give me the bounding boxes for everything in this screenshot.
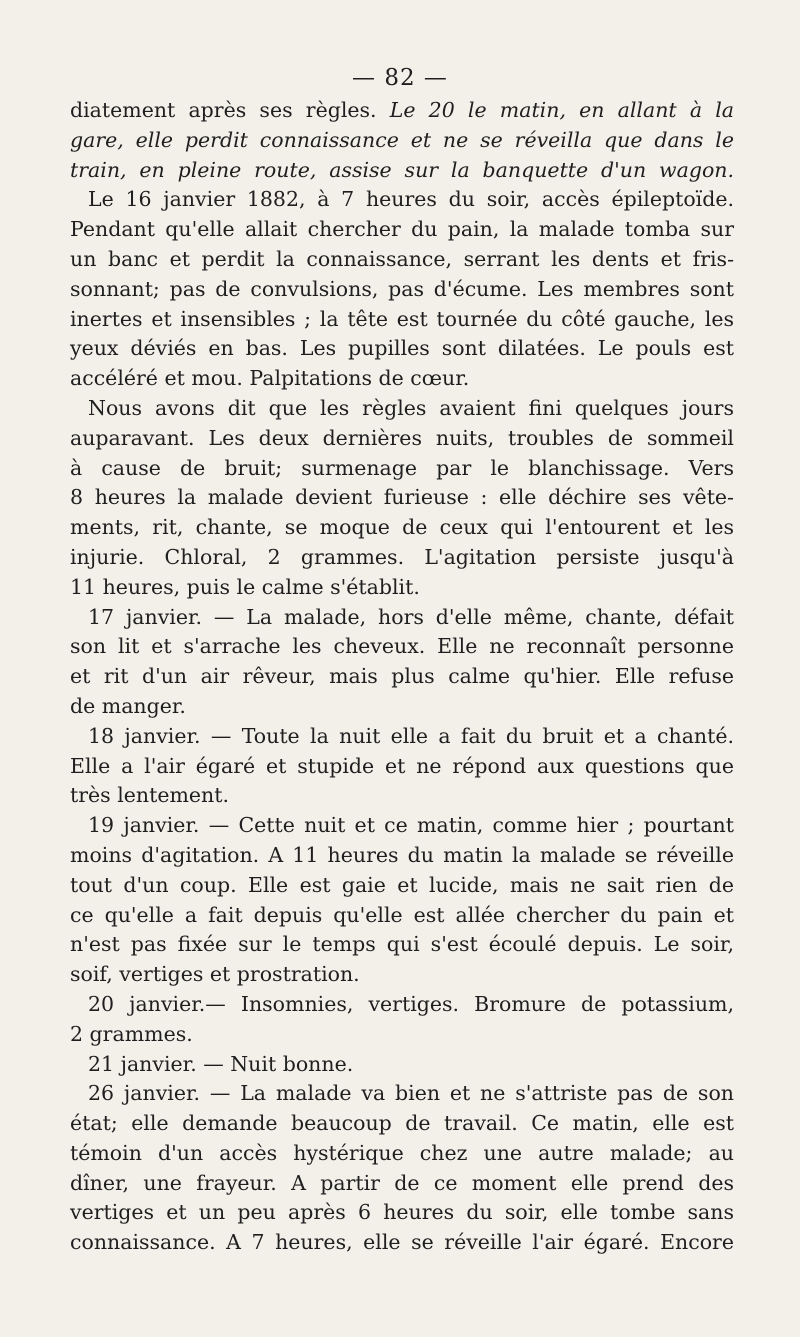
text-line-regular: à cause de bruit; surmenage par le blanchissage. Vers (70, 455, 734, 480)
text-line-regular: Pendant qu'elle allait chercher du pain, la malade tomba sur (70, 217, 734, 242)
text-line-italic: gare, elle perdit connaissance et ne se réveilla que dans le (70, 127, 734, 152)
text-line-regular: état; elle demande beaucoup de travail. Ce matin, elle est (70, 1111, 734, 1136)
text-line (70, 930, 734, 960)
text-line-regular: connaissance. A 7 heures, elle se réveille l'air égaré. Encore (70, 1230, 734, 1255)
text-line-regular: yeux déviés en bas. Les pupilles sont dilatées. Le pouls est (70, 336, 734, 361)
text-line (70, 1109, 734, 1139)
text-line-regular: témoin d'un accès hystérique chez une autre malade; au (70, 1140, 734, 1165)
text-line (70, 1139, 734, 1169)
text-line (70, 662, 734, 692)
text-line-regular: 17 janvier. — La malade, hors d'elle même, chante, défait (88, 604, 734, 629)
text-line-regular: 18 janvier. — Toute la nuit elle a fait du bruit et a chanté. (88, 723, 734, 748)
text-line-regular: son lit et s'arrache les cheveux. Elle ne reconnaît personne (70, 634, 734, 659)
text-line (70, 1169, 734, 1199)
text-line (70, 632, 734, 662)
text-line-regular: ments, rit, chante, se moque de ceux qui l'entourent et les (70, 515, 734, 540)
text-line (70, 126, 734, 156)
text-line (70, 841, 734, 871)
text-line-regular: 21 janvier. — Nuit bonne. (88, 1051, 354, 1076)
text-line-regular: de manger. (70, 693, 186, 718)
text-line-italic: train, en pleine route, assise sur la banquette d'un wagon. (70, 157, 734, 182)
text-line (70, 781, 734, 811)
text-line (70, 483, 734, 513)
text-line (70, 960, 734, 990)
text-line (70, 96, 734, 126)
text-line-regular: très lentement. (70, 783, 229, 808)
text-line-regular: un banc et perdit la connaissance, serrant les dents et fris- (70, 246, 734, 271)
text-line-regular: sonnant; pas de convulsions, pas d'écume. Les membres sont (70, 276, 734, 301)
text-line (70, 334, 734, 364)
text-line-regular: moins d'agitation. A 11 heures du matin la malade se réveille (70, 842, 734, 867)
text-line-regular: ce qu'elle a fait depuis qu'elle est allée chercher du pain et (70, 902, 734, 927)
text-line (70, 1198, 734, 1228)
text-line (70, 156, 734, 186)
text-line-regular: inertes et insensibles ; la tête est tournée du côté gauche, les (70, 306, 734, 331)
text-line (70, 245, 734, 275)
text-line (70, 722, 734, 752)
text-line (70, 424, 734, 454)
text-line-regular: dîner, une frayeur. A partir de ce moment elle prend des (70, 1170, 734, 1195)
text-line-regular: et rit d'un air rêveur, mais plus calme qu'hier. Elle refuse (70, 664, 734, 689)
text-line-regular: 19 janvier. — Cette nuit et ce matin, comme hier ; pourtant (88, 813, 734, 838)
text-line (70, 364, 734, 394)
text-line-regular: tout d'un coup. Elle est gaie et lucide, mais ne sait rien de (70, 872, 734, 897)
page-number: — 82 — (352, 65, 448, 91)
text-line (70, 394, 734, 424)
text-line (70, 454, 734, 484)
body-text (70, 96, 734, 1258)
text-line (70, 603, 734, 633)
text-line-regular: 26 janvier. — La malade va bien et ne s'attriste pas de son (88, 1081, 734, 1106)
text-line-regular: 8 heures la malade devient furieuse : elle déchire ses vête- (70, 485, 734, 510)
text-line-regular: n'est pas fixée sur le temps qui s'est écoulé depuis. Le soir, (70, 932, 734, 957)
text-line-regular: injurie. Chloral, 2 grammes. L'agitation persiste jusqu'à (70, 544, 734, 569)
text-line-regular: auparavant. Les deux dernières nuits, troubles de sommeil (70, 425, 734, 450)
text-line (70, 1050, 734, 1080)
text-line-regular: diatement après ses règles. (70, 98, 390, 122)
text-line (70, 752, 734, 782)
text-line-regular: Elle a l'air égaré et stupide et ne répond aux questions que (70, 753, 734, 778)
text-line-regular: 11 heures, puis le calme s'établit. (70, 574, 420, 599)
text-line (70, 1020, 734, 1050)
text-line (70, 1228, 734, 1258)
text-line (70, 305, 734, 335)
text-line-regular: 2 grammes. (70, 1021, 193, 1046)
text-line (70, 185, 734, 215)
text-line-regular: accéléré et mou. Palpitations de cœur. (70, 366, 470, 391)
text-line (70, 215, 734, 245)
text-line (70, 990, 734, 1020)
text-line (70, 901, 734, 931)
text-line-regular: Nous avons dit que les règles avaient fini quelques jours (88, 395, 734, 420)
text-line-italic: Le 20 le matin, en allant à la (389, 98, 734, 122)
text-line (70, 573, 734, 603)
text-line-regular: Le 16 janvier 1882, à 7 heures du soir, accès épileptoïde. (88, 187, 734, 212)
text-line (70, 1079, 734, 1109)
text-line (70, 811, 734, 841)
text-line-regular: 20 janvier.— Insomnies, vertiges. Bromure de potassium, (88, 991, 734, 1016)
text-line-regular: soif, vertiges et prostration. (70, 962, 360, 987)
text-line (70, 543, 734, 573)
text-line-regular: vertiges et un peu après 6 heures du soir, elle tombe sans (70, 1200, 734, 1225)
text-line (70, 275, 734, 305)
text-line (70, 513, 734, 543)
text-line (70, 692, 734, 722)
text-line (70, 871, 734, 901)
